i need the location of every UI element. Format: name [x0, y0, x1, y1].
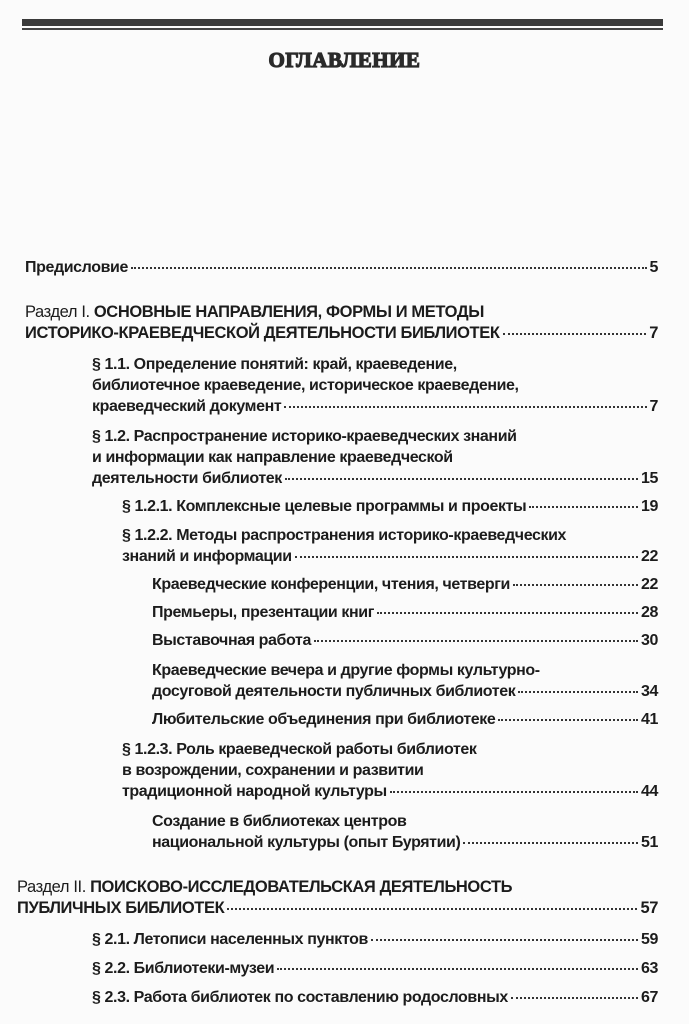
entry-title: досуговой деятельности публичных библиотек — [152, 683, 516, 700]
page-number: 7 — [649, 324, 658, 342]
page-number: 5 — [649, 259, 658, 276]
page-number: 51 — [641, 834, 658, 851]
page-number: 28 — [641, 604, 658, 621]
toc-line-text — [152, 602, 374, 623]
dot-leader — [463, 842, 638, 844]
toc-entry — [92, 958, 658, 979]
entry-title: деятельности библиотек — [92, 470, 282, 487]
toc-line-text — [122, 741, 477, 758]
page-number: 15 — [641, 470, 658, 487]
entry-title: в возрождении, сохранении и развитии — [122, 762, 424, 779]
toc-line — [122, 739, 658, 760]
entry-title: ИСТОРИКО-КРАЕВЕДЧЕСКОЙ ДЕЯТЕЛЬНОСТИ БИБЛИОТЕК — [25, 324, 500, 342]
toc-line-text — [152, 709, 495, 730]
dot-leader — [295, 556, 638, 558]
toc-line — [122, 760, 658, 781]
toc-line — [92, 958, 658, 979]
toc-line-text — [152, 662, 540, 679]
toc-line — [92, 426, 658, 447]
toc-line — [92, 354, 658, 375]
toc-line — [25, 323, 658, 344]
entry-title: § 1.2.3. Роль краеведческой работы библиотек — [122, 741, 477, 758]
toc-entry — [25, 302, 658, 344]
dot-leader — [277, 968, 638, 970]
dot-leader — [529, 506, 638, 508]
toc-line — [122, 496, 658, 517]
header-rule-thin — [22, 28, 663, 30]
entry-title: Любительские объединения при библиотеке — [152, 711, 496, 728]
entry-title: § 1.2.1. Комплексные целевые программы и проекты — [122, 498, 527, 515]
dot-leader — [314, 640, 638, 642]
section-prefix: Раздел I. — [25, 303, 94, 321]
toc-line — [17, 877, 658, 898]
toc-line-text — [152, 574, 510, 595]
dot-leader — [513, 584, 638, 586]
toc-line-text — [92, 356, 457, 373]
entry-title: национальной культуры (опыт Бурятии) — [152, 834, 461, 851]
toc-line — [122, 525, 658, 546]
entry-title: ПОИСКОВО-ИССЛЕДОВАТЕЛЬСКАЯ ДЕЯТЕЛЬНОСТЬ — [90, 878, 513, 896]
toc-line-text — [122, 496, 526, 517]
entry-title: ПУБЛИЧНЫХ БИБЛИОТЕК — [17, 899, 225, 917]
page-number: 30 — [641, 632, 658, 649]
dot-leader — [377, 612, 638, 614]
toc-line-text — [25, 323, 500, 344]
page-number: 44 — [641, 783, 658, 800]
toc-line-text — [92, 958, 274, 979]
toc-entry — [152, 811, 658, 853]
page-number: 57 — [640, 899, 658, 917]
toc-line — [152, 811, 658, 832]
toc-line — [152, 832, 658, 853]
entry-title: § 1.1. Определение понятий: край, краеведение, — [92, 356, 457, 373]
dot-leader — [511, 997, 638, 999]
page-number: 34 — [641, 683, 658, 700]
entry-title: ОСНОВНЫЕ НАПРАВЛЕНИЯ, ФОРМЫ И МЕТОДЫ — [93, 303, 484, 321]
entry-title: Создание в библиотеках центров — [152, 813, 407, 830]
toc-line-text — [152, 681, 515, 702]
toc-entry — [92, 929, 658, 950]
dot-leader — [227, 908, 637, 910]
entry-title: знаний и информации — [122, 548, 292, 565]
toc-line — [152, 709, 658, 730]
toc-entry — [122, 496, 658, 517]
page-number: 63 — [641, 960, 658, 977]
toc-line — [92, 987, 658, 1008]
entry-title: традиционной народной культуры — [122, 783, 387, 800]
entry-title: и информации как направление краеведческой — [92, 449, 453, 466]
toc-entry — [152, 630, 658, 651]
toc-line — [152, 574, 658, 595]
toc-entry — [122, 525, 658, 567]
toc-line-text — [17, 878, 512, 896]
toc-line-text — [122, 527, 566, 544]
page-number: 41 — [641, 711, 658, 728]
toc-line — [25, 302, 658, 323]
page-title: ОГЛАВЛЕНИЕ — [268, 48, 421, 72]
toc-line — [92, 375, 658, 396]
toc-entry — [152, 660, 658, 702]
toc-line-text — [25, 257, 128, 278]
entry-title: § 1.2. Распространение историко-краеведческих знаний — [92, 428, 517, 445]
toc-line — [17, 898, 658, 919]
toc-line-text — [25, 303, 484, 321]
toc-line — [25, 257, 658, 278]
toc-line — [152, 630, 658, 651]
toc-entry — [92, 987, 658, 1008]
toc-line-text — [92, 428, 517, 445]
toc-entry — [152, 709, 658, 730]
entry-title: краеведческий документ — [92, 398, 282, 415]
toc-line-text — [122, 762, 423, 779]
toc-line — [152, 602, 658, 623]
toc-line-text — [92, 987, 508, 1008]
toc-entry — [152, 602, 658, 623]
page-number: 22 — [641, 548, 658, 565]
entry-title: Премьеры, презентации книг — [152, 604, 374, 621]
header-rule-thick — [22, 19, 663, 26]
section-prefix: Раздел II. — [17, 878, 91, 896]
toc-line-text — [122, 781, 387, 802]
toc-line — [122, 546, 658, 567]
toc-entry — [92, 354, 658, 417]
entry-title: Выставочная работа — [152, 632, 311, 649]
toc-line-text — [92, 929, 368, 950]
page-number: 7 — [649, 398, 658, 415]
page-number: 67 — [641, 989, 658, 1006]
toc-line — [152, 660, 658, 681]
entry-title: § 2.2. Библиотеки-музеи — [92, 960, 275, 977]
entry-title: библиотечное краеведение, историческое краеведение, — [92, 377, 519, 394]
toc-entry — [25, 257, 658, 278]
toc-line-text — [92, 396, 281, 417]
dot-leader — [518, 691, 638, 693]
toc-entry — [122, 739, 658, 802]
toc-line-text — [152, 832, 460, 853]
page-number: 19 — [641, 498, 658, 515]
toc-line-text — [152, 813, 406, 830]
entry-title: § 2.3. Работа библиотек по составлению родословных — [92, 989, 508, 1006]
toc-entry — [92, 426, 658, 489]
dot-leader — [390, 791, 638, 793]
dot-leader — [371, 939, 638, 941]
toc-line-text — [92, 468, 282, 489]
entry-title: Краеведческие вечера и другие формы культурно- — [152, 662, 540, 679]
dot-leader — [285, 478, 638, 480]
entry-title: § 2.1. Летописи населенных пунктов — [92, 931, 368, 948]
toc-line — [92, 929, 658, 950]
toc-line-text — [152, 630, 311, 651]
toc-entry — [17, 877, 658, 919]
dot-leader — [131, 267, 647, 269]
dot-leader — [284, 406, 646, 408]
entry-title: Предисловие — [25, 259, 128, 276]
page-number: 22 — [641, 576, 658, 593]
toc-line-text — [122, 546, 292, 567]
toc-line — [92, 468, 658, 489]
toc-entry — [152, 574, 658, 595]
page-number: 59 — [641, 931, 658, 948]
dot-leader — [498, 719, 638, 721]
entry-title: Краеведческие конференции, чтения, четверги — [152, 576, 510, 593]
toc-line — [92, 447, 658, 468]
toc-line-text — [17, 898, 224, 919]
toc-line — [152, 681, 658, 702]
toc-line — [92, 396, 658, 417]
toc-line — [122, 781, 658, 802]
toc-line-text — [92, 377, 519, 394]
dot-leader — [503, 333, 647, 335]
entry-title: § 1.2.2. Методы распространения историко-краеведческих — [122, 527, 567, 544]
toc-line-text — [92, 449, 453, 466]
